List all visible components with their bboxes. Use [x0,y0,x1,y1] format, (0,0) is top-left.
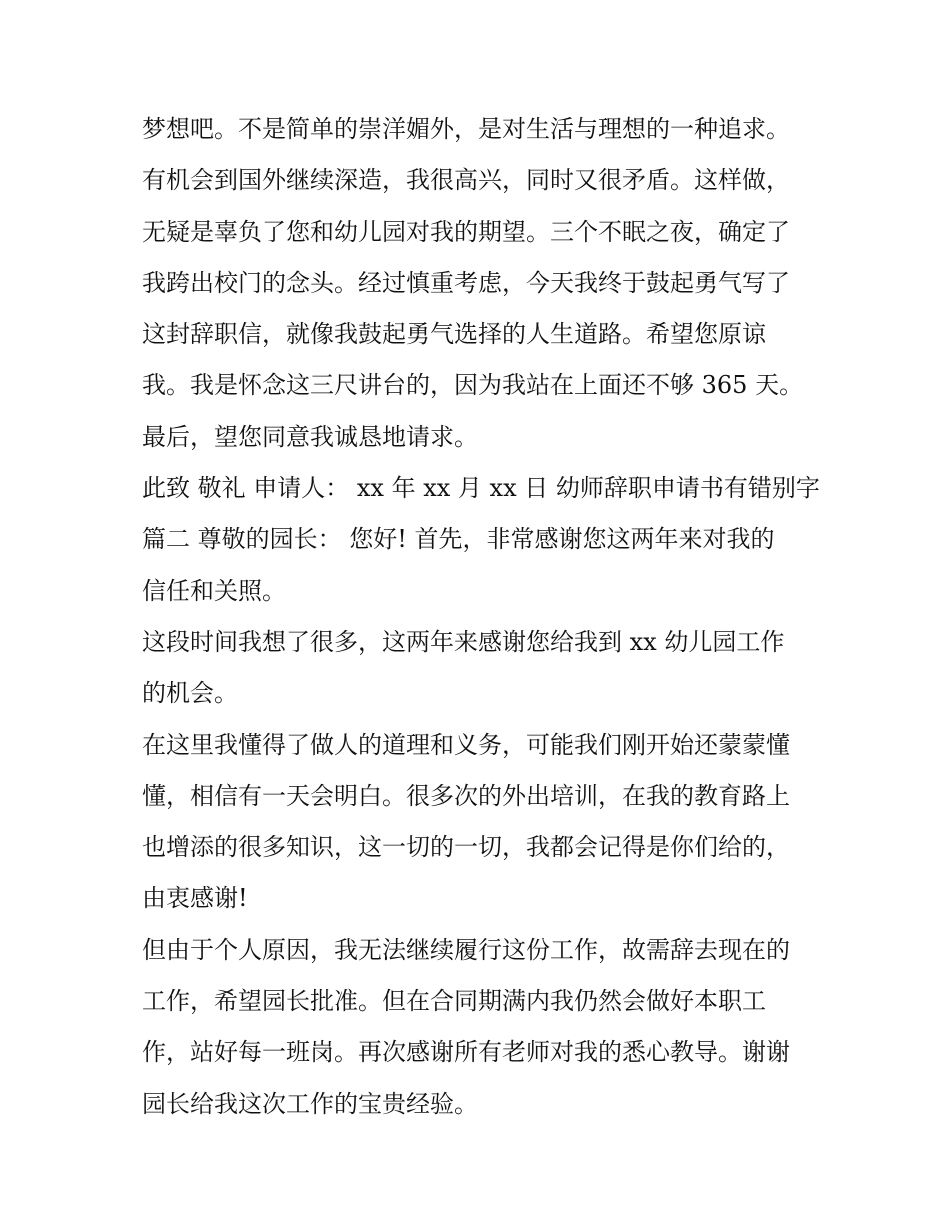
text-line: 这段时间我想了很多，这两年来感谢您给我到 xx 幼儿园工作 [142,627,785,656]
text-line: 园长给我这次工作的宝贵经验。 [142,1089,478,1118]
text-line: 有机会到国外继续深造，我很高兴，同时又很矛盾。这样做， [142,166,790,195]
text-line: 最后，望您同意我诚恳地请求。 [142,422,478,451]
text-line: 我。我是怀念这三尺讲台的，因为我站在上面还不够 365 天。 [142,371,804,400]
text-line: 这封辞职信，就像我鼓起勇气选择的人生道路。希望您原谅 [142,320,766,349]
text-line: 梦想吧。不是简单的崇洋媚外，是对生活与理想的一种追求。 [142,115,790,143]
text-line: 无疑是辜负了您和幼儿园对我的期望。三个不眠之夜，确定了 [142,217,790,246]
text-line: 但由于个人原因，我无法继续履行这份工作，故需辞去现在的 [142,935,790,964]
text-line: 信任和关照。 [142,576,286,605]
text-line: 工作，希望园长批准。但在合同期满内我仍然会做好本职工 [142,987,766,1016]
text-line: 在这里我懂得了做人的道理和义务，可能我们刚开始还蒙蒙懂 [142,730,790,759]
text-line: 的机会。 [142,679,238,708]
text-line: 懂，相信有一天会明白。很多次的外出培训，在我的教育路上 [142,781,790,810]
text-line: 此致 敬礼 申请人： xx 年 xx 月 xx 日 幼师辞职申请书有错别字 [142,474,820,503]
body-text [142,104,822,1130]
text-line: 由衷感谢! [142,884,248,913]
text-line: 也增添的很多知识，这一切的一切，我都会记得是你们给的， [142,833,790,862]
text-line: 我跨出校门的念头。经过慎重考虑，今天我终于鼓起勇气写了 [142,268,790,297]
text-line: 篇二 尊敬的园长： 您好! 首先，非常感谢您这两年来对我的 [142,525,775,554]
text-line: 作，站好每一班岗。再次感谢所有老师对我的悉心教导。谢谢 [142,1038,790,1067]
